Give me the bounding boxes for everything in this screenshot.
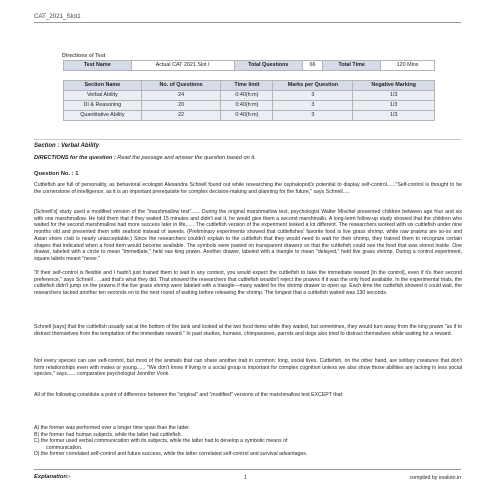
section-title: Section : Verbal Ability bbox=[34, 143, 99, 149]
test-summary-table bbox=[63, 60, 435, 71]
table-cell: 1/3 bbox=[353, 111, 435, 121]
passage-paragraph: Cuttlefish are full of personality, as behavioral ecologist Alexandra Schnell found out while researching the cephalopod's potential to display self-control......"Self-control is thought to be the cornerstone of intelligence, as it is an important prerequisite for complex decision-making and planning for the future," says Schnell..... bbox=[34, 182, 462, 195]
footer-divider bbox=[34, 469, 461, 470]
column-header-section-name: Section Name bbox=[64, 81, 142, 91]
test-name-value: Actual CAT 2021 Slot I bbox=[131, 61, 234, 71]
passage-paragraph: [Schnell's] study used a modified version of the "marshmallow test"...... During the original marshmallow test, psychologist Walter Mischel presented children between age four and six with one marshmallow. He told them that if they waited 15 minutes and didn't eat it, he would give them a second marshmallo. A long-term follow-up study showed that the children who waited for the second marshmallow had more success later in life...... The cuttlefish version of the experiment looked a lot different. The researchers worked with six cuttlefish under nine months old and presented them with seafood instead of sweets. (Preliminary experiments showed that cuttlefishes' favorite food is live grass shrimp, while raw prawns are so-so and Asian shore crab is nearly unacceptable.) Since the researchers couldn't explain to the cuttlefish that they would need to wait for their shrimp, they trained them to recognize certain shapes that indicated when a food item would become available. The symbols were pasted on transparent drawers so that the cuttlefish could see the food that was stored inside. One drawer, labeled with a circle to mean "immediate," held raw king prawn. Another drawer, labeled with a triangle to mean "delayed," held live grass shrimp. During a control experiment, square labels meant "never." bbox=[34, 209, 462, 262]
total-questions-label: Total Questions bbox=[234, 61, 302, 71]
table-cell: 1/3 bbox=[353, 91, 435, 101]
table-row bbox=[64, 101, 435, 111]
section-directions bbox=[34, 155, 256, 161]
total-time-label: Total Time bbox=[323, 61, 381, 71]
explanation-label: Explanation:- bbox=[34, 474, 71, 480]
answer-option-a[interactable]: A) the former was performed over a longer time span than the latter. bbox=[34, 425, 190, 431]
passage-paragraph: Not every species can use self-control, but most of the animals that can share another trait in common: long, social lives. Cuttlefish, on the other hand, are solitary creatures that don't form relationships even with mates or young...... "We don't know if living in a social group is important for complex cognition unless we also show those abilities are lacking in less social species," says...... comparative psychologist Jennifer Vonk. bbox=[34, 358, 462, 378]
answer-option-c[interactable]: C) the former used verbal communication with its subjects, while the latter had to develop a symbolic means of bbox=[34, 438, 288, 445]
table-row bbox=[64, 111, 435, 121]
table-cell: Quantitative Ability bbox=[64, 111, 142, 121]
table-cell: Verbal Ability bbox=[64, 91, 142, 101]
table-header-row bbox=[64, 81, 435, 91]
table-cell: 20 bbox=[141, 101, 221, 111]
section-divider bbox=[34, 139, 461, 140]
table-cell: 22 bbox=[141, 111, 221, 121]
column-header-marks-per-question: Marks per Question bbox=[273, 81, 353, 91]
table-cell: 0:40(h:m) bbox=[221, 91, 273, 101]
table-row bbox=[64, 91, 435, 101]
test-name-label: Test Name bbox=[64, 61, 132, 71]
table-cell: 3 bbox=[273, 101, 353, 111]
table-cell: DI & Reasoning bbox=[64, 101, 142, 111]
table-cell: 0:40(h:m) bbox=[221, 101, 273, 111]
passage-paragraph: "If their self-control is flexible and I hadn't just trained them to wait in any context, you would expect the cuttlefish to take the immediate reward [in the control], even if it's their second preference," says Schnell . . .and that's what they did. That showed the researchers that cuttlefish wouldn't reject the prawns if it was the only food available. In the experimental trials, the cuttlefish didn't jump on the prawns if the live grass shrimp were labeled with a triangle—many waited for the shrimp drawer to open up. Each time the cuttlefish showed it could wait, the researchers tacked another ten seconds on to the next round of waiting before releasing the shrimp. The longest that a cuttlefish waited was 130 seconds. bbox=[34, 270, 462, 297]
total-questions-value: 66 bbox=[302, 61, 323, 71]
sections-table bbox=[63, 80, 435, 121]
table-cell: 24 bbox=[141, 91, 221, 101]
document-header-title: CAT_2021_Slot1 bbox=[34, 13, 81, 20]
table-cell: 1/3 bbox=[353, 101, 435, 111]
directions-of-test-label: Directions of Test bbox=[62, 53, 106, 59]
answer-option-c-continued[interactable]: communication. bbox=[46, 444, 83, 451]
total-time-value: 120 Mins bbox=[381, 61, 435, 71]
directions-text: Read the passage and answer the question based on it. bbox=[115, 155, 256, 161]
directions-label: DIRECTIONS for the question : bbox=[34, 155, 116, 161]
passage-paragraph: Schnell [says] that the cuttlefish usually sat at the bottom of the tank and looked at the two food items while they waited, but sometimes, they would turn away from the king prawn "as if to distract themselves from the temptation of the immediate reward." In past studies, humans, chimpanzees, parrots and dogs also tried to distract themselves while waiting for a reward. bbox=[34, 324, 462, 337]
question-stem: All of the following constitute a point of difference between the "original" and "modified" versions of the marshmallow test EXCEPT that: bbox=[34, 392, 344, 398]
answer-options bbox=[34, 425, 462, 458]
question-number: Question No. : 1 bbox=[34, 171, 79, 177]
column-header-negative-marking: Negative Marking bbox=[353, 81, 435, 91]
header-divider bbox=[34, 22, 461, 23]
table-row bbox=[64, 61, 435, 71]
table-cell: 0:40(h:m) bbox=[221, 111, 273, 121]
answer-option-b[interactable]: B) the former had human subjects, while the latter had cuttlefish. bbox=[34, 431, 182, 438]
table-cell: 3 bbox=[273, 111, 353, 121]
table-cell: 3 bbox=[273, 91, 353, 101]
column-header-time-limit: Time limit bbox=[221, 81, 273, 91]
column-header-no-of-questions: No. of Questions bbox=[141, 81, 221, 91]
answer-option-d[interactable]: D) the former correlated self-control and future success, while the latter correlated self-control and survival advantages. bbox=[34, 451, 308, 458]
footer-credit: compiled by evaluto.in bbox=[409, 475, 461, 481]
page-number: 1 bbox=[244, 475, 247, 481]
